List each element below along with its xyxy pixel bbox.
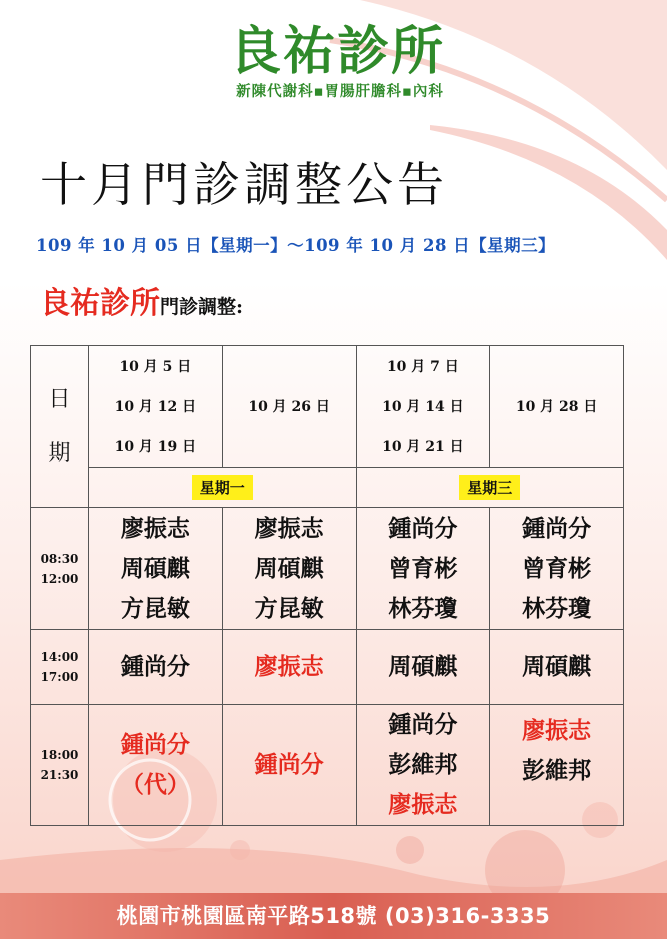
doctor-name: 鍾尚分 (120, 731, 190, 758)
doctor-cell (89, 630, 223, 705)
doctor-cell (356, 508, 490, 630)
doctor-name: 周碩麒 (254, 554, 324, 582)
table-row (31, 630, 624, 705)
table-row-weekdays (31, 468, 624, 508)
bubble (396, 836, 424, 864)
doctor-cell (89, 508, 223, 630)
doctor-name: 廖振志 (522, 717, 592, 744)
date-cell: 10 月 26 日 (222, 346, 356, 468)
doctor-name: 廖振志 (254, 514, 324, 542)
doctor-name: 方昆敏 (120, 594, 190, 622)
clinic-name: 良祐診所 (40, 286, 160, 321)
department-subtitle: 新陳代謝科▪胃腸肝膽科▪內科 (236, 84, 444, 100)
doctor-name: 林芬瓊 (522, 594, 592, 622)
table-row (31, 705, 624, 826)
time-slot: 18:00 21:30 (31, 705, 89, 826)
table-row (31, 508, 624, 630)
doctor-name: 廖振志 (120, 514, 190, 542)
time-slot: 08:30 12:00 (31, 508, 89, 630)
doctor-name: 周碩麒 (388, 653, 458, 680)
footer-address-phone: 桃園市桃園區南平路518號 (03)316-3335 (0, 893, 667, 939)
doctor-cell (490, 630, 624, 705)
weekday-cell (356, 468, 624, 508)
swoosh-bottom (0, 848, 667, 893)
doctor-name: 林芬瓊 (388, 594, 458, 622)
date-cell: 10 月 28 日 (490, 346, 624, 468)
doctor-name: 廖振志 (388, 791, 458, 818)
doctor-cell (356, 705, 490, 826)
doctor-name: 方昆敏 (254, 594, 324, 622)
notice-title: 十月門診調整公告 (40, 158, 448, 213)
doctor-cell (356, 630, 490, 705)
time-slot: 14:00 17:00 (31, 630, 89, 705)
doctor-name: 周碩麒 (120, 554, 190, 582)
clinic-adjustment-line (40, 278, 243, 322)
substitute-note: （代） (120, 771, 190, 798)
weekday-cell (89, 468, 357, 508)
doctor-cell (222, 508, 356, 630)
doctor-name: 鍾尚分 (254, 751, 324, 778)
day-header: 日 期 (31, 346, 89, 508)
clinic-adjustment-label: 門診調整: (160, 296, 244, 318)
doctor-name: 鍾尚分 (120, 653, 190, 680)
doctor-cell (490, 705, 624, 826)
doctor-name: 周碩麒 (522, 653, 592, 680)
weekday-label: 星期一 (192, 475, 253, 500)
doctor-name: 鍾尚分 (388, 711, 458, 738)
weekday-label: 星期三 (459, 475, 520, 500)
doctor-cell (222, 630, 356, 705)
doctor-name: 鍾尚分 (522, 514, 592, 542)
doctor-name: 廖振志 (254, 653, 324, 680)
doctor-cell (222, 705, 356, 826)
doctor-name: 彭維邦 (388, 751, 458, 778)
doctor-name: 曾育彬 (388, 554, 458, 582)
doctor-cell (490, 508, 624, 630)
date-cell: 10 月 5 日 10 月 12 日 10 月 19 日 (89, 346, 223, 468)
doctor-cell (89, 705, 223, 826)
notice-date-range: 109 年 10 月 05 日【星期一】～109 年 10 月 28 日【星期三】 (36, 236, 556, 255)
doctor-name: 彭維邦 (522, 757, 592, 784)
doctor-name: 鍾尚分 (388, 514, 458, 542)
bubble (230, 840, 250, 860)
table-row-dates (31, 346, 624, 468)
schedule-table (30, 345, 624, 826)
date-cell: 10 月 7 日 10 月 14 日 10 月 21 日 (356, 346, 490, 468)
clinic-logo-text: 良祐診所 (228, 22, 445, 82)
doctor-name: 曾育彬 (522, 554, 592, 582)
